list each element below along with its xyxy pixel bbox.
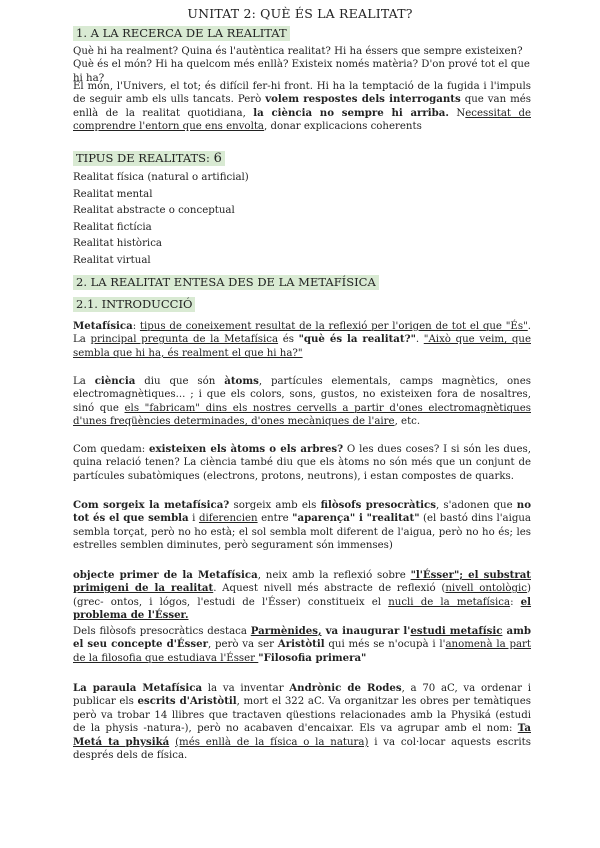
reality-types-list (73, 170, 531, 270)
word-origin-paragraph: La paraula Metafísica la va inventar Andrònic de Rodes, a 70 aC, va ordenar i publicar els escrits d'Aristòtil, mort el 322 aC. Va organitzar les obres per temàtiques però va trobar 14 llibres que tractaven qüestions relacionades amb la Physiká (estudi de la physis -natura-), però no acabaven d'encaixar. Els va agrupar amb el nom: Ta Metá ta physiká (més enllà de la física o la natura) i va col·locar aquests escrits després dels de física. (73, 682, 532, 762)
page-title: UNITAT 2: QUÈ ÉS LA REALITAT? (187, 6, 413, 21)
list-item: Realitat abstracte o conceptual (73, 205, 235, 217)
reality-types-count: 6 (213, 151, 222, 166)
parmenides-paragraph: Dels filòsofs presocràtics destaca Parmènides, va inaugurar l'estudi metafísic amb el seu concepte d'Ésser, però va ser Aristòtil qui més se n'ocupà i l'anomenà la part de la filosofia que estudiava l'Ésser "Filosofia primera" (73, 625, 531, 664)
list-item: Realitat virtual (73, 254, 151, 266)
intro-paragraph: El món, l'Univers, el tot; és difícil fer-hi front. Hi ha la temptació de la fugida i l'impuls de seguir amb els ulls tancats. Però volem respostes dels interrogants que van més enllà de la realitat quotidiana, la ciència no sempre hi arriba. Necessitat de comprendre l'entorn que ens envolta, donar explicacions coherents (73, 81, 531, 133)
section-2-heading: 2. LA REALITAT ENTESA DES DE LA METAFÍSICA (73, 275, 531, 290)
origin-paragraph: Com sorgeix la metafísica? sorgeix amb els filòsofs presocràtics, s'adonen que no tot és el que sembla i diferencien entre "aparença" i "realitat" (el bastó dins l'aigua sembla torçat, però no ho està; el sol sembla molt diferent de l'aigua, però no ho és; les estrelles semblen diminutes, però segurament són immenses) (73, 499, 531, 552)
list-item: Realitat física (natural o artificial) (73, 172, 249, 183)
science-paragraph: La ciència diu que són àtoms, partícules elementals, camps magnètics, ones electromagnètiques... ; i que els colors, sons, gustos, no existeixen fora de nosaltres, sinó que els "fabricam" dins els nostres cervells a partir d'ones electromagnètiques d'unes freqüències determinades, d'ones mecàniques de l'aire, etc. (73, 375, 531, 428)
list-item: Realitat fictícia (73, 221, 152, 233)
subsection-heading: 2.1. INTRODUCCIÓ (73, 297, 531, 312)
list-item: Realitat mental (73, 188, 153, 200)
section-1-heading: 1. A LA RECERCA DE LA REALITAT (73, 26, 531, 41)
list-item: Realitat històrica (73, 238, 162, 250)
object-paragraph: objecte primer de la Metafísica, neix amb la reflexió sobre "l'Ésser"; el substrat primigeni de la realitat. Aquest nivell més abstracte de reflexió (nivell ontològic) (grec- ontos, i lógos, l'estudi de l'Ésser) constitueix el nucli de la metafísica: el problema de l'Ésser. (73, 569, 532, 622)
metaphysics-definition: Metafísica: tipus de coneixement resultat de la reflexió per l'origen de tot el que "És". La principal pregunta de la Metafísica és "què és la realitat?". "Això que veim, que sembla que hi ha, és realment el que hi ha?" (73, 320, 531, 359)
reality-types-heading: TIPUS DE REALITATS: 6 (73, 151, 531, 166)
intro-questions: Què hi ha realment? Quina és l'autèntica realitat? Hi ha éssers que sempre existeixen? Què és el món? Hi ha quelcom més enllà? Existeix només matèria? D'on prové tot el que hi ha? (73, 46, 530, 84)
atoms-or-trees-paragraph: Com quedam: existeixen els àtoms o els arbres? O les dues coses? I si són les dues, quina relació tenen? La ciència també diu que els àtoms no són més que un conjunt de partícules subatòmiques (electrons, protons, neutrons), i estan compostes de quarks. (73, 443, 531, 482)
